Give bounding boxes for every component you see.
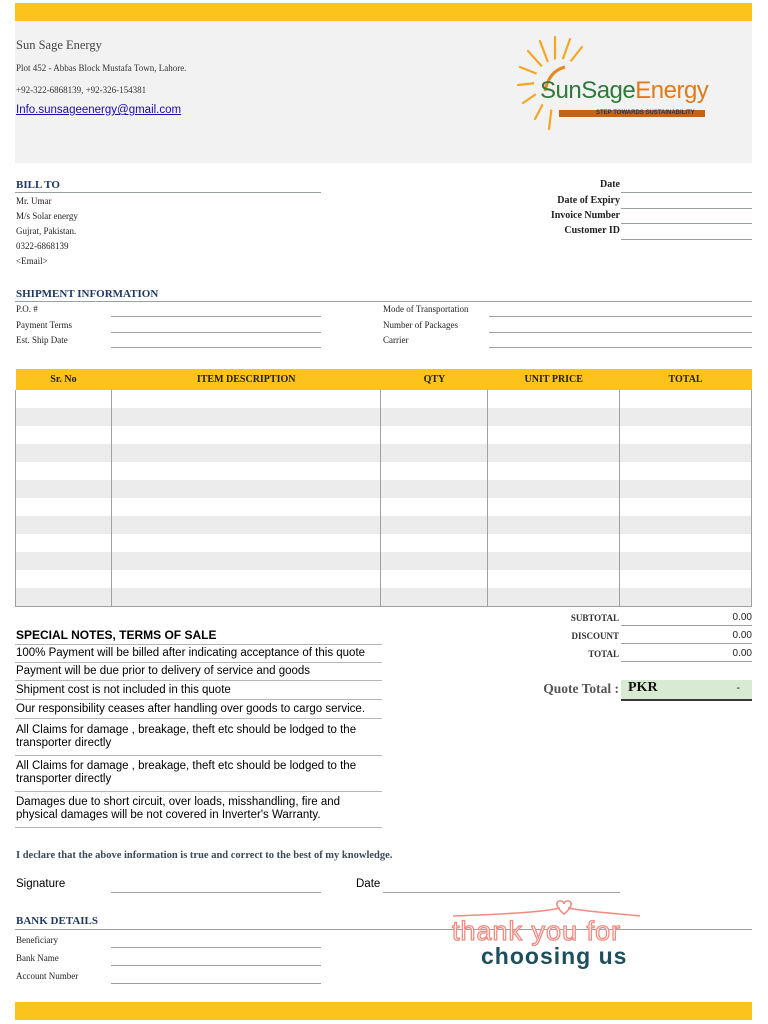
logo-word-sunsage: SunSage [540, 77, 636, 104]
discount-value: 0.00 [732, 630, 752, 641]
note-item: 100% Payment will be billed after indicating acceptance of this quote [16, 647, 366, 659]
date-field[interactable] [621, 192, 752, 193]
bill-to-title: BILL TO [16, 179, 60, 191]
quote-total-box [621, 680, 752, 701]
bottom-accent-bar [15, 1002, 752, 1020]
thank-you-text: thank you for [452, 916, 622, 946]
table-row [16, 462, 752, 480]
invoice-number-label: Invoice Number [550, 210, 620, 221]
table-row [16, 516, 752, 534]
thank-you-graphic [448, 898, 678, 978]
customer-id-label: Customer ID [564, 225, 620, 236]
note-divider [15, 718, 382, 719]
logo-tagline: STEP TOWARDS SUSTAINABILITY [596, 110, 695, 116]
note-divider [15, 662, 382, 663]
expiry-field[interactable] [621, 208, 752, 209]
table-row [16, 498, 752, 516]
table-row [16, 588, 752, 607]
logo-word-energy: Energy [635, 77, 709, 104]
company-phones: +92-322-6868139, +92-326-154381 [16, 85, 147, 95]
packages-label: Number of Packages [383, 320, 458, 330]
note-divider [15, 680, 382, 681]
quote-total-currency: PKR [628, 680, 658, 695]
payment-terms-label: Payment Terms [16, 320, 72, 330]
expiry-label: Date of Expiry [557, 195, 620, 206]
col-header-qty: QTY [381, 369, 488, 390]
table-row [16, 552, 752, 570]
total-rule [621, 661, 752, 662]
discount-label: DISCOUNT [571, 631, 619, 641]
bill-to-block [16, 194, 78, 269]
bill-to-line: 0322-6868139 [16, 241, 69, 251]
packages-field[interactable] [489, 332, 752, 333]
ship-date-label: Est. Ship Date [16, 335, 68, 345]
quote-total-value: - [736, 682, 740, 694]
col-header-unit-price: UNIT PRICE [488, 369, 620, 390]
subtotal-label: SUBTOTAL [570, 613, 619, 623]
payment-terms-field[interactable] [111, 332, 321, 333]
note-item: Damages due to short circuit, over loads, misshandling, fire and physical damages will be not covered in Inverter's Warranty. [16, 796, 341, 821]
shipment-title: SHIPMENT INFORMATION [16, 288, 159, 300]
bank-name-label: Bank Name [16, 953, 59, 963]
top-accent-bar [15, 3, 752, 21]
col-header-description: ITEM DESCRIPTION [111, 369, 381, 390]
quote-total-label: Quote Total : [543, 681, 619, 696]
choosing-us-text: choosing us [481, 943, 628, 969]
subtotal-rule [621, 625, 752, 626]
account-number-field[interactable] [111, 983, 321, 984]
table-row [16, 444, 752, 462]
company-name: Sun Sage Energy [16, 38, 102, 52]
transport-mode-field[interactable] [489, 316, 752, 317]
table-row [16, 426, 752, 444]
signature-label: Signature [16, 878, 66, 890]
notes-rule [15, 644, 382, 645]
logo-wordmark [540, 76, 708, 106]
col-header-total: TOTAL [620, 369, 752, 390]
declaration-text: I declare that the above information is true and correct to the best of my knowledge. [16, 850, 393, 861]
table-row [16, 408, 752, 426]
ship-date-field[interactable] [111, 347, 321, 348]
signature-date-label: Date [356, 878, 381, 890]
items-table [15, 369, 752, 607]
po-label: P.O. # [16, 304, 38, 314]
account-number-label: Account Number [16, 971, 79, 981]
discount-rule [621, 643, 752, 644]
note-item: All Claims for damage , breakage, theft etc should be lodged to the transporter directly [16, 724, 357, 749]
bank-name-field[interactable] [111, 965, 321, 966]
bill-to-line: <Email> [16, 256, 48, 266]
customer-id-field[interactable] [621, 239, 752, 240]
table-row [16, 534, 752, 552]
note-divider [15, 827, 382, 828]
note-item: Payment will be due prior to delivery of service and goods [16, 665, 311, 677]
beneficiary-label: Beneficiary [16, 935, 58, 945]
note-item: Our responsibility ceases after handling over goods to cargo service. [16, 703, 366, 715]
bill-to-line: Gujrat, Pakistan. [16, 226, 77, 236]
col-header-sr-no: Sr. No [16, 369, 112, 390]
signature-field[interactable] [111, 892, 321, 893]
transport-mode-label: Mode of Transportation [383, 304, 469, 314]
po-field[interactable] [111, 316, 321, 317]
invoice-number-field[interactable] [621, 223, 752, 224]
note-divider [15, 755, 382, 756]
note-divider [15, 791, 382, 792]
total-label: TOTAL [588, 649, 619, 659]
company-address: Plot 452 - Abbas Block Mustafa Town, Lahore. [16, 63, 187, 73]
carrier-field[interactable] [489, 347, 752, 348]
bank-title: BANK DETAILS [16, 915, 99, 927]
company-email-link[interactable]: Info.sunsageenergy@gmail.com [16, 104, 182, 116]
date-label: Date [600, 179, 620, 190]
items-header-row [16, 369, 752, 390]
note-item: All Claims for damage , breakage, theft etc should be lodged to the transporter directly [16, 760, 357, 785]
notes-title: SPECIAL NOTES, TERMS OF SALE [16, 628, 217, 642]
bill-to-line: M/s Solar energy [16, 211, 78, 221]
table-row [16, 480, 752, 498]
shipment-rule [15, 301, 752, 302]
carrier-label: Carrier [383, 335, 409, 345]
note-divider [15, 699, 382, 700]
bill-to-rule [15, 192, 321, 193]
signature-date-field[interactable] [383, 892, 620, 893]
subtotal-value: 0.00 [732, 612, 752, 623]
table-row [16, 390, 752, 408]
note-item: Shipment cost is not included in this quote [16, 684, 231, 696]
bill-to-line: Mr. Umar [16, 196, 52, 206]
table-row [16, 570, 752, 588]
total-value: 0.00 [732, 648, 752, 659]
beneficiary-field[interactable] [111, 947, 321, 948]
